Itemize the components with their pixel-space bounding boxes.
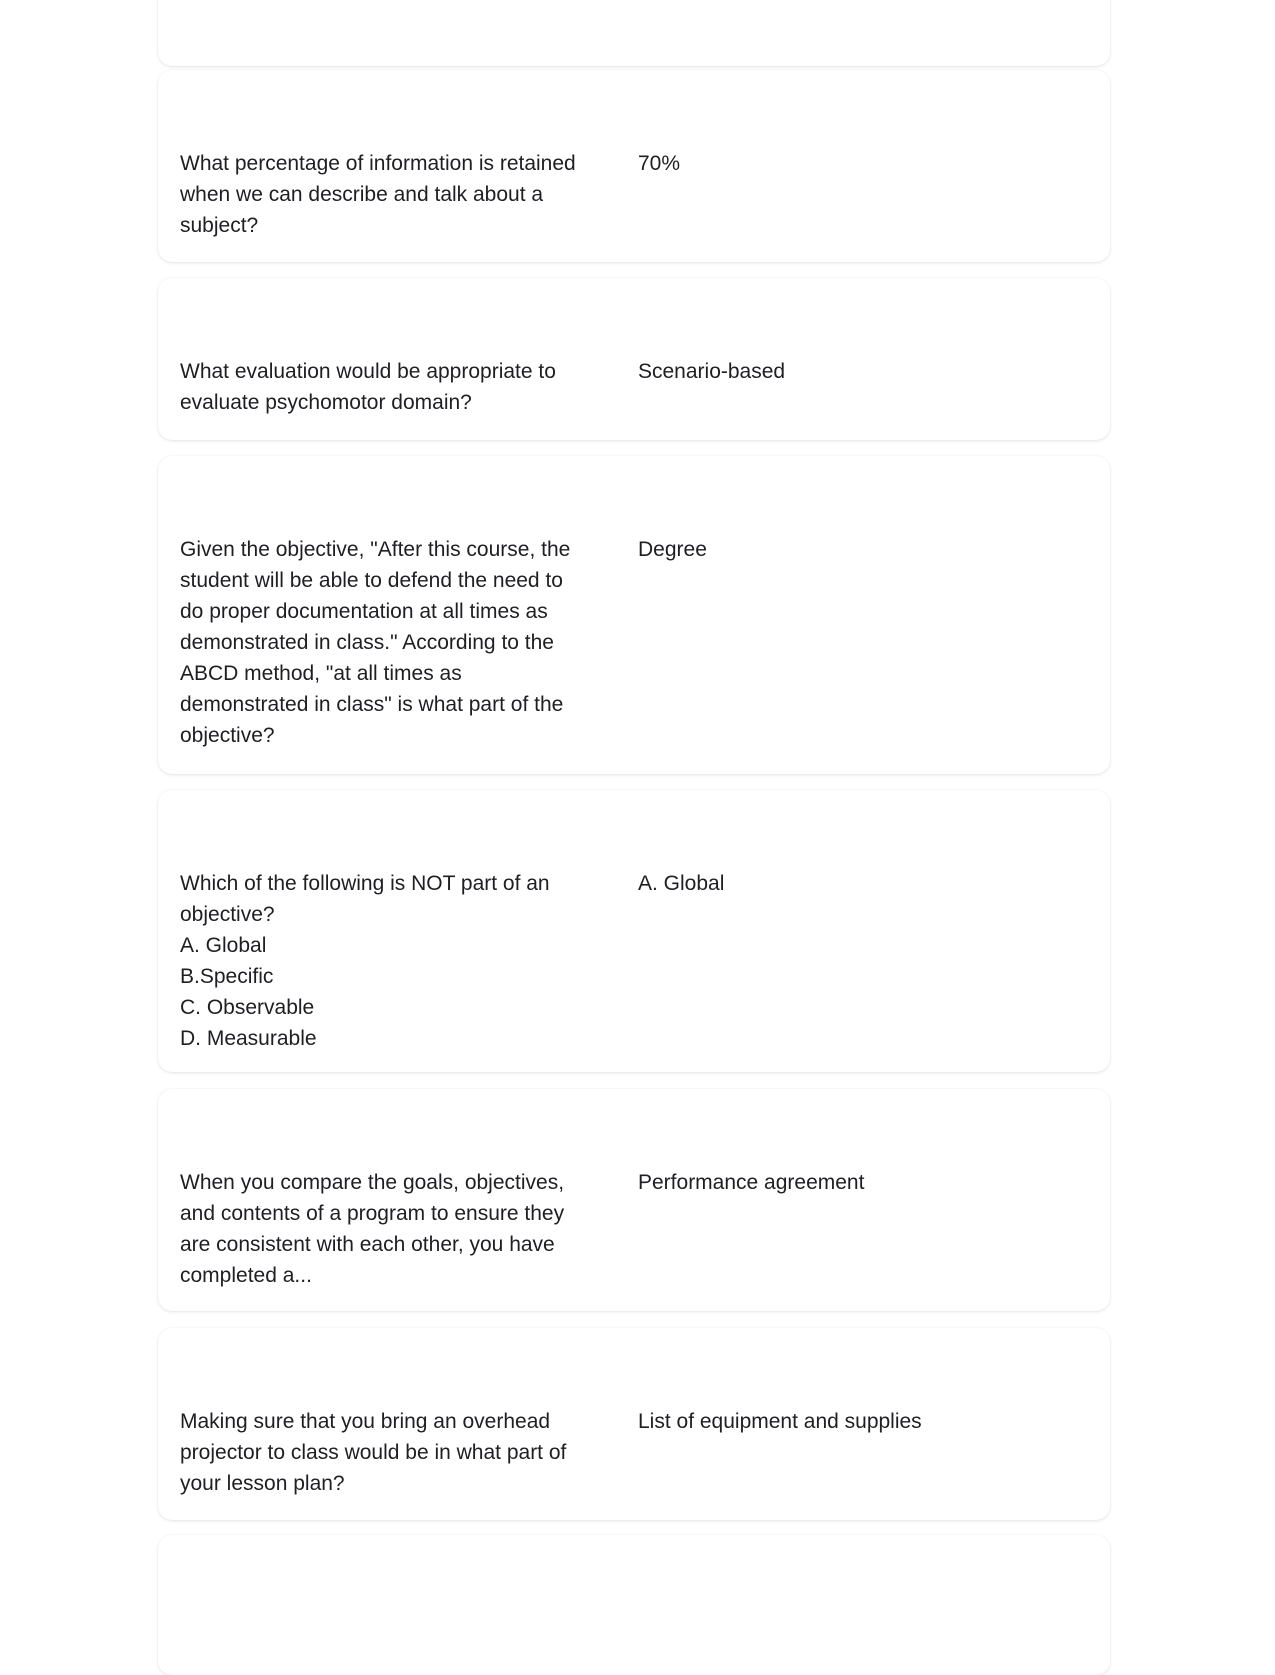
flashcard-5 bbox=[158, 1089, 1110, 1311]
flashcard-term: Which of the following is NOT part of an objective? A. Global B.Specific C. Observable D. Measurable bbox=[180, 872, 550, 1050]
flashcard-term: Making sure that you bring an overhead projector to class would be in what part of your lesson plan? bbox=[180, 1410, 567, 1495]
flashcard-partial-bottom bbox=[158, 1535, 1110, 1675]
flashcard-term: What percentage of information is retained when we can describe and talk about a subject? bbox=[180, 152, 576, 237]
flashcard-definition: Scenario-based bbox=[638, 360, 786, 383]
flashcard-2 bbox=[158, 278, 1110, 440]
flashcard-definition: List of equipment and supplies bbox=[638, 1410, 922, 1433]
flashcard-term: When you compare the goals, objectives, and contents of a program to ensure they are consistent with each other, you have completed a... bbox=[180, 1171, 565, 1287]
flashcard-1 bbox=[158, 70, 1110, 262]
flashcard-6 bbox=[158, 1328, 1110, 1520]
flashcard-definition: Degree bbox=[638, 538, 707, 561]
flashcard-definition: A. Global bbox=[638, 872, 725, 895]
flashcard-partial-top bbox=[158, 0, 1110, 66]
flashcard-4 bbox=[158, 790, 1110, 1072]
flashcard-term: What evaluation would be appropriate to evaluate psychomotor domain? bbox=[180, 360, 556, 414]
flashcard-definition: 70% bbox=[638, 152, 681, 175]
flashcard-3 bbox=[158, 456, 1110, 774]
flashcard-term: Given the objective, "After this course, the student will be able to defend the need to do proper documentation at all times as demonstrated in class." According to the ABCD method, "at all times as demonstrated in class" is what part of the objective? bbox=[180, 538, 571, 747]
flashcard-definition: Performance agreement bbox=[638, 1171, 865, 1194]
